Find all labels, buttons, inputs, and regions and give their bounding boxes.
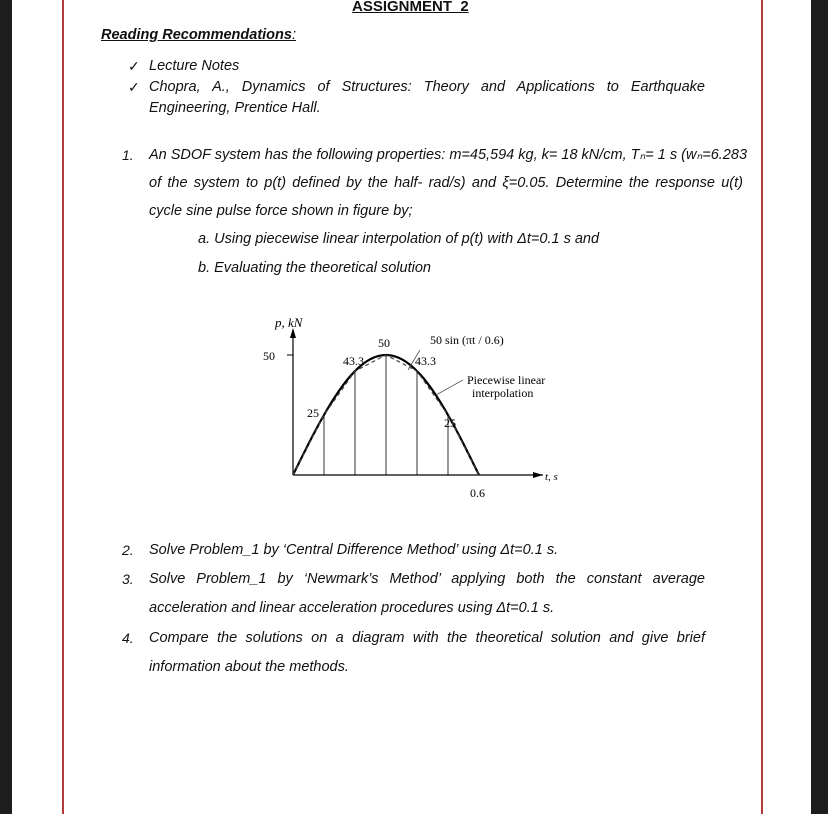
point-label: 50 xyxy=(378,336,390,350)
interp-label-2: interpolation xyxy=(472,386,534,400)
checkmark-icon: ✓ xyxy=(128,58,140,74)
subitem-b: b. Evaluating the theoretical solution xyxy=(198,260,431,276)
reading-item: Chopra, A., Dynamics of Structures: Theory and Applications to Earthquake xyxy=(149,79,705,95)
heading-colon: : xyxy=(291,27,296,43)
problem-line: Solve Problem_1 by ‘Central Difference Method’ using Δt=0.1 s. xyxy=(149,542,559,558)
interp-label-1: Piecewise linear xyxy=(467,373,546,387)
problem-number: 3. xyxy=(122,571,134,587)
reading-item: Lecture Notes xyxy=(149,58,240,74)
problem-number: 1. xyxy=(122,147,134,163)
subitem-a: a. Using piecewise linear interpolation of p(t) with Δt=0.1 s and xyxy=(198,231,600,247)
page-border-right xyxy=(761,0,763,814)
curve-label: 50 sin (πt / 0.6) xyxy=(430,333,504,347)
document-title: ASSIGNMENT_2 xyxy=(352,0,469,15)
half-sine-pulse-figure xyxy=(250,300,600,510)
problem-line: An SDOF system has the following properties: m=45,594 kg, k= 18 kN/cm, Tₙ= 1 s (wₙ=6.283 xyxy=(149,147,748,163)
problem-line: Solve Problem_1 by ‘Newmark’s Method’ applying both the constant average xyxy=(149,571,705,587)
problem-line: cycle sine pulse force shown in figure by; xyxy=(149,203,413,219)
x-axis-arrow xyxy=(533,472,543,478)
right-dark-margin xyxy=(811,0,828,814)
checkmark-icon: ✓ xyxy=(128,79,140,95)
problem-line: of the system to p(t) defined by the half- rad/s) and ξ=0.05. Determine the response u(t) xyxy=(149,175,743,191)
problem-line: information about the methods. xyxy=(149,659,349,675)
problem-number: 2. xyxy=(122,542,134,558)
interp-leader-line xyxy=(436,380,463,395)
point-label: 43.3 xyxy=(343,354,364,369)
reading-heading xyxy=(101,27,296,43)
problem-line: Compare the solutions on a diagram with the theoretical solution and give brief xyxy=(149,630,705,646)
x-axis-label: t, s xyxy=(545,471,558,483)
page-border-left xyxy=(62,0,64,814)
point-label: 43.3 xyxy=(415,354,436,369)
left-dark-margin xyxy=(0,0,12,814)
problem-number: 4. xyxy=(122,630,134,646)
x-tick-label: 0.6 xyxy=(470,486,485,500)
problem-line: acceleration and linear acceleration procedures using Δt=0.1 s. xyxy=(149,600,555,616)
point-label: 25 xyxy=(444,416,456,430)
point-label: 25 xyxy=(307,406,319,420)
reading-heading-text: Reading Recommendations xyxy=(101,27,292,43)
y-axis-label: p, kN xyxy=(275,315,303,330)
reading-item-cont: Engineering, Prentice Hall. xyxy=(149,100,321,116)
y-tick-label: 50 xyxy=(263,349,275,363)
